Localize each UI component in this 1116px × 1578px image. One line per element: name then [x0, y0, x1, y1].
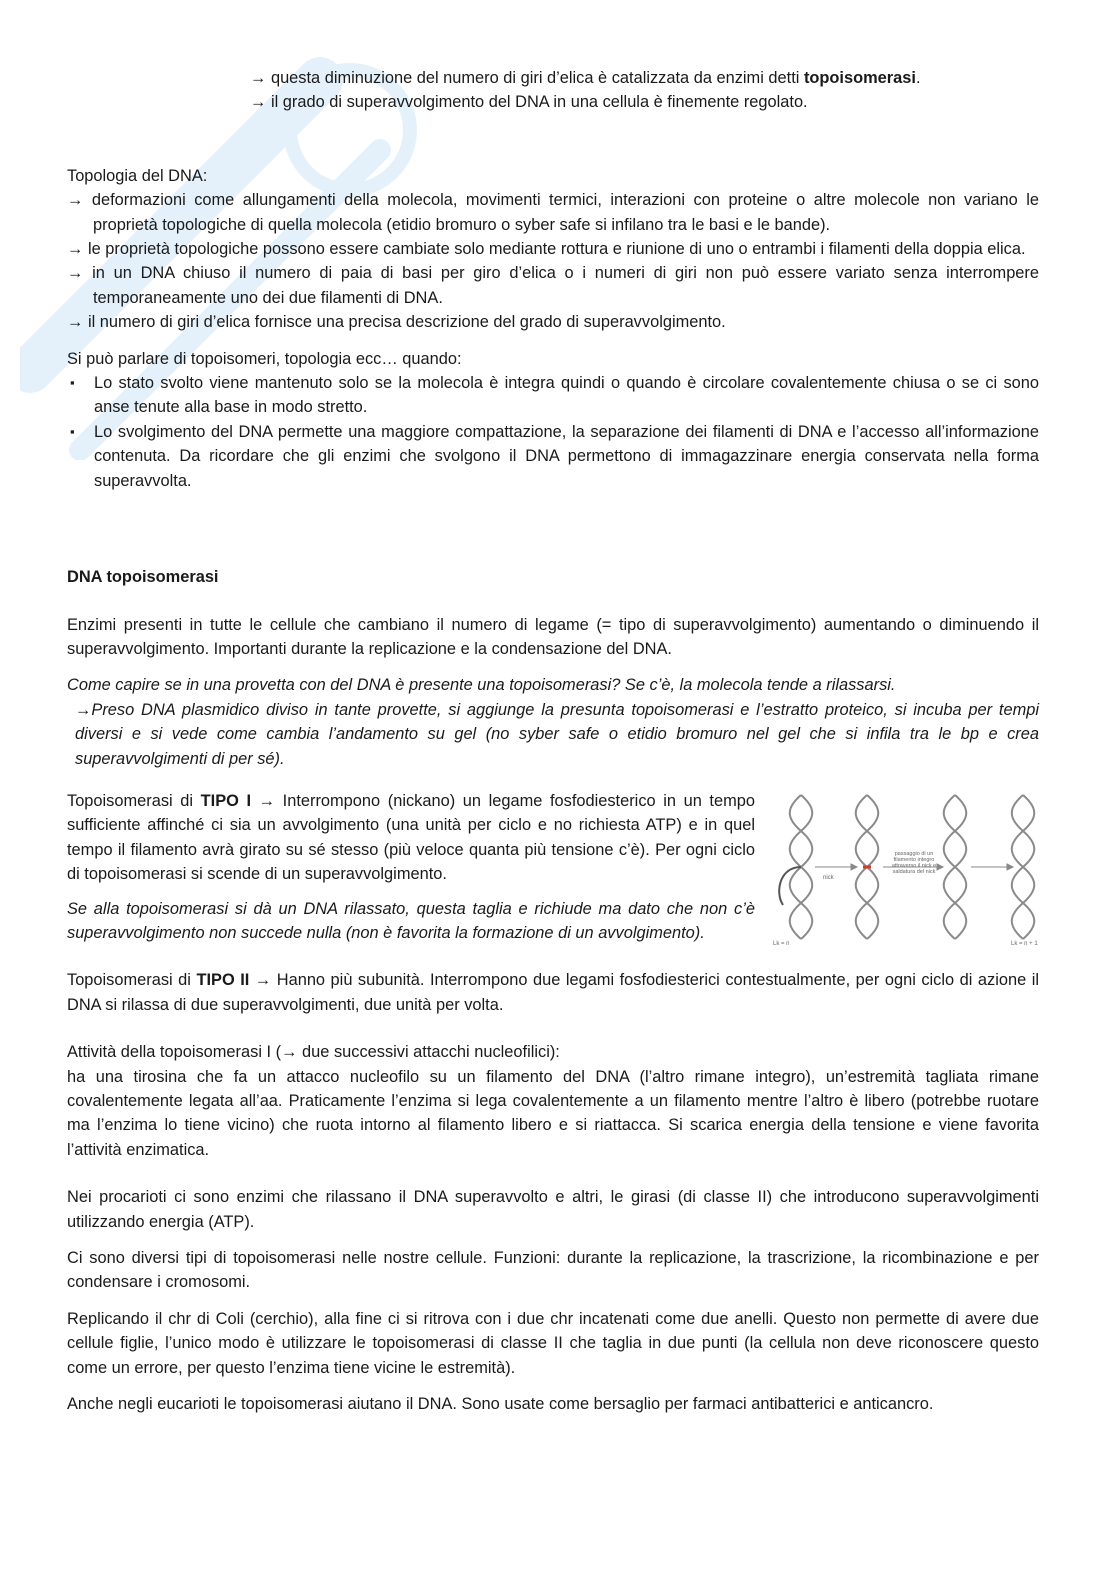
body-paragraph: Anche negli eucarioti le topoisomerasi aiutano il DNA. Sono usate come bersaglio per farmaci antibatterici e anticancro.	[67, 1395, 934, 1414]
intro-arrow-line: → questa diminuzione del numero di giri d’elica è catalizzata da enzimi detti topoisomerasi.	[250, 69, 921, 87]
tipo1-note: Se alla topoisomerasi si dà un DNA rilassato, questa taglia e richiude ma dato che non c’è superavvolgimento non succede nulla (non è favorita la formazione di un avvolgimento).	[67, 899, 755, 942]
arrow-icon: →	[250, 69, 267, 87]
arrow-icon: →	[258, 791, 276, 810]
nick-label: nick	[823, 874, 834, 881]
intro-arrow-line: → il grado di superavvolgimento del DNA in una cellula è finemente regolato.	[250, 93, 808, 112]
tipo1-paragraph: Topoisomerasi di TIPO I → Interrompono (nickano) un legame fosfodiesterico in un tempo sufficiente affinché ci sia un avvolgimento (una unità per ciclo e no richiesta ATP) e in quel tempo il filamento avrà girato su sé stesso (più veloce quanta più tensione c’è). Per ogni ciclo di topoisomerasi si scende di un superavvolgimento.	[67, 791, 755, 884]
body-paragraph: Replicando il chr di Coli (cerchio), alla fine ci si ritrova con i due chr incatenati come due anelli. Questo non permette di avere due cellule figlie, l’unico modo è utilizzare le topoisomerasi di classe II che taglia in due punti (la cellula non deve riconoscere questo come un errore, per questo l’enzima tiene vicine le estremità).	[67, 1309, 1039, 1377]
topologia-item: → le proprietà topologiche possono essere cambiate solo mediante rottura e riunione di uno o entrambi i filamenti della doppia elica.	[67, 240, 1026, 259]
arrow-icon: →	[75, 700, 92, 719]
question-line: Come capire se in una provetta con del DNA è presente una topoisomerasi? Se c’è, la molecola tende a rilassarsi.	[67, 676, 896, 695]
passage-label: passaggio di un filamento integro attraverso il nick e saldatura del nick	[891, 850, 937, 875]
arrow-icon: →	[67, 264, 93, 283]
dna-helix	[944, 795, 967, 939]
dna-helix	[779, 795, 812, 939]
bold-term: TIPO I	[200, 791, 252, 810]
topoisomerase-diagram	[771, 793, 1043, 949]
topologia-item: → deformazioni come allungamenti della molecola, movimenti termici, interazioni con proteine o altre molecole non variano le proprietà topologiche di quella molecola (etidio bromuro o syber safe si infilano tra le basi e le bande).	[67, 191, 1039, 234]
arrow-icon: →	[67, 191, 92, 210]
enzimi-paragraph: Enzimi presenti in tutte le cellule che cambiano il numero di legame (= tipo di superavvolgimento) aumentando o diminuendo il superavvolgimento. Importanti durante la replicazione e la condensazione del DNA.	[67, 615, 1039, 658]
bullet-item: ▪ Lo svolgimento del DNA permette una maggiore compattazione, la separazione dei filamenti di DNA e l’accesso all’informazione contenuta. Da ricordare che gli enzimi che svolgono il DNA permettono di immagazzinare energia conservata nella forma superavvolta.	[67, 420, 1039, 493]
topologia-item: → il numero di giri d’elica fornisce una precisa descrizione del grado di superavvolgimento.	[67, 313, 726, 332]
tipo1-block	[67, 789, 1039, 945]
arrow-icon: →	[254, 971, 272, 990]
section-heading: DNA topoisomerasi	[67, 568, 219, 587]
bullet-item: ▪ Lo stato svolto viene mantenuto solo se la molecola è integra quindi o quando è circolare covalentemente chiusa o se ci sono anse tenute alla base in modo stretto.	[67, 371, 1039, 420]
topologia-title: Topologia del DNA:	[67, 166, 208, 185]
arrow-icon: →	[67, 313, 88, 332]
attivita-title: Attività della topoisomerasi I (→ due successivi attacchi nucleofilici):	[67, 1043, 560, 1062]
topoisomeri-title: Si può parlare di topoisomeri, topologia ecc… quando:	[67, 349, 462, 368]
arrow-icon: →	[281, 1043, 298, 1062]
body-paragraph: Nei procarioti ci sono enzimi che rilassano il DNA superavvolto e altri, le girasi (di classe II) che introducono superavvolgimenti utilizzando energia (ATP).	[67, 1188, 1039, 1231]
attivita-body: ha una tirosina che fa un attacco nucleofilo su un filamento del DNA (l’altro rimane integro), un’estremità tagliata rimane covalentemente legata all’aa. Praticamente l’enzima si lega covalentemente a un filamento mentre l’altro è libero (potrebbe ruotare ma l’enzima lo tiene vicino) che ruota intorno al filamento libero e si riattacca. Si scarica energia della tensione e viene favorita l’attività enzimatica.	[67, 1067, 1039, 1159]
topologia-item: → in un DNA chiuso il numero di paia di basi per giro d’elica o i numeri di giri non può essere variato senza interrompere temporaneamente uno dei due filamenti di DNA.	[67, 264, 1039, 307]
bold-term: TIPO II	[196, 971, 250, 990]
body-paragraph: Ci sono diversi tipi di topoisomerasi nelle nostre cellule. Funzioni: durante la replicazione, la trascrizione, la ricombinazione e per condensare i cromosomi.	[67, 1249, 1039, 1292]
tipo2-paragraph: Topoisomerasi di TIPO II → Hanno più subunità. Interrompono due legami fosfodiesterici contestualmente, per ogni ciclo di azione il DNA si rilassa di due superavvolgimenti, due unità per volta.	[67, 971, 1039, 1014]
arrow-icon: →	[67, 240, 88, 259]
dna-helix	[1012, 795, 1035, 939]
lk-start-label: Lk = n	[773, 940, 790, 947]
question-answer: →Preso DNA plasmidico diviso in tante provette, si aggiunge la presunta topoisomerasi e l’estratto proteico, si incuba per tempi diversi e si vede come cambia l’andamento su gel (no syber safe o etidio bromuro nel gel che si infila tra le bp e crea superavvolgimenti di per sé).	[75, 700, 1039, 768]
arrow-icon: →	[250, 93, 267, 112]
bold-term: topoisomerasi	[803, 69, 916, 87]
lk-end-label: Lk = n + 1	[1011, 940, 1038, 947]
